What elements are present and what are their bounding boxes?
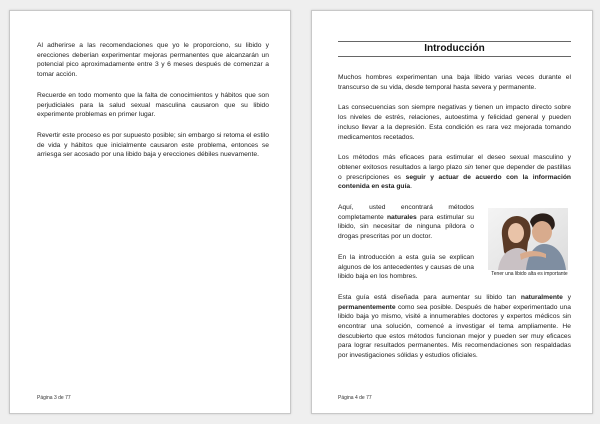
paragraph: Al adherirse a las recomendaciones que yo le proporciono, su libido y erecciones deberían experimentar mejoras permanentes que alcanzarán un potencial pico aproximadamente entre 3 y 6 meses después de comenzar a tomar acción.	[37, 42, 269, 79]
paragraph: Esta guía está diseñada para aumentar su libido tan naturalmente y permanentemente como sea posible. Después de haber experimentado una libido baja yo mismo, visité a innumerables doctores y expertos médicos sin encontrar una solución, comencé a investigar el tema ampliamente. He descubierto que estos métodos funcionan mejor y pueden ser muy eficaces para lograr resultados permanentes. Mis recomendaciones son respaldadas por investigaciones sólidas y estudios oficiales.	[338, 293, 571, 360]
paragraph: Recuerde en todo momento que la falta de conocimientos y hábitos que son perjudiciales para la salud sexual masculina causaron que su libido experimente problemas en primer lugar.	[37, 91, 269, 119]
paragraph: Revertir este proceso es por supuesto posible; sin embargo si retoma el estilo de vida y hábitos que inicialmente causaron este problema, entonces se arriesga ser acosado por una libido baja y erecciones débiles nuevamente.	[37, 131, 269, 159]
image-caption: Tener una libido alta es importante	[491, 271, 568, 278]
section-heading	[338, 41, 571, 57]
right-page	[311, 10, 593, 414]
left-page-body	[37, 41, 269, 171]
paragraph: Muchos hombres experimentan una baja libido varias veces durante el transcurso de su vida, desde temporal hasta severa y permanente.	[338, 74, 571, 91]
figure	[488, 208, 571, 277]
paragraph: En la introducción a esta guía se explican algunos de los antecedentes y causas de una libido baja en los hombres.	[338, 253, 474, 281]
paragraph: Los métodos más eficaces para estimular el deseo sexual masculino y obtener exitosos resultados a largo plazo sin tener que depender de pastillas o prescripciones es seguir y actuar de acuerdo con la información contenida en esta guía.	[338, 154, 572, 191]
right-page-body	[338, 41, 571, 372]
page-number: Página 4 de 77	[338, 395, 372, 401]
text-with-image	[338, 203, 571, 293]
page-title: Introducción	[424, 43, 485, 54]
paragraph: Aquí, usted encontrará métodos completamente naturales para estimular su libido, sin necesitar de ninguna píldora o drogas prescritas por un doctor.	[338, 204, 474, 241]
left-page	[9, 10, 291, 414]
paragraph: Las consecuencias son siempre negativas y tienen un impacto directo sobre los niveles de estrés, relaciones, autoestima y felicidad general y pueden incluso llevar a la depresión. Esta condición es rara vez mejorada tomando medicamentos recetados.	[338, 104, 571, 141]
page-number: Página 3 de 77	[37, 395, 71, 401]
split-text	[338, 203, 474, 293]
couple-photo	[488, 208, 568, 270]
